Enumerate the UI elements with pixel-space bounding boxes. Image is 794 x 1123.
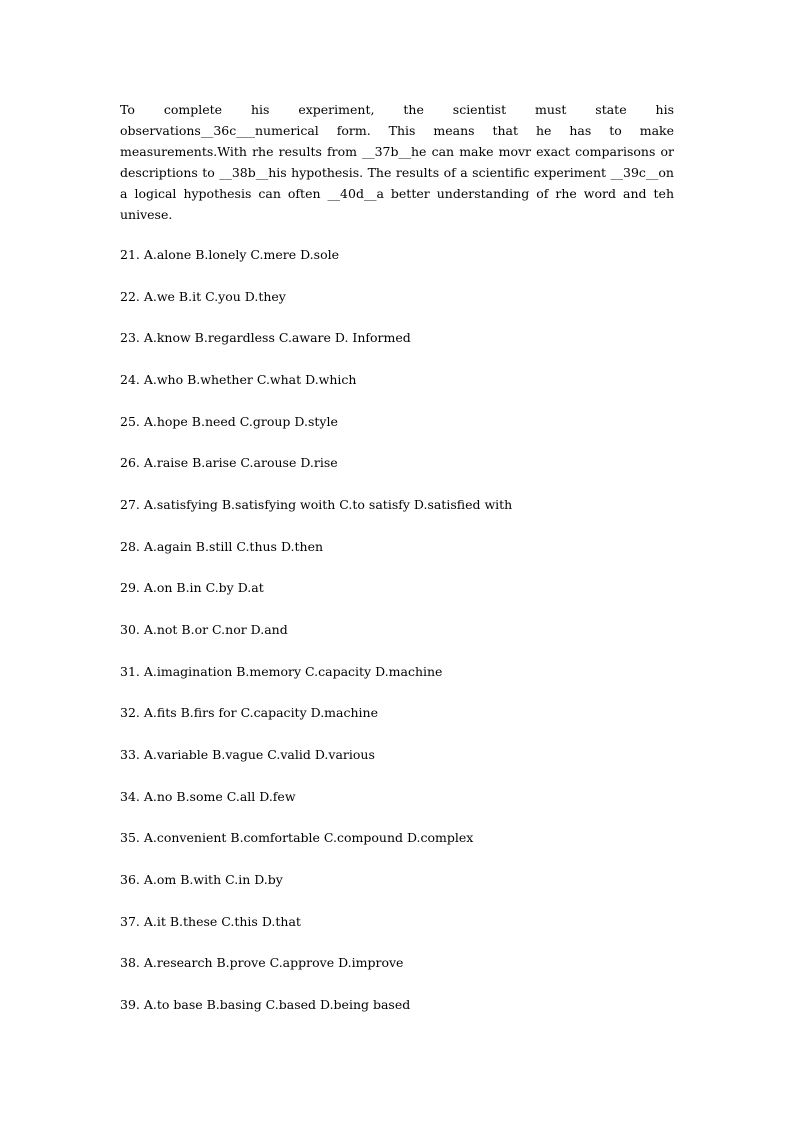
question-item: 36. A.om B.with C.in D.by [120, 871, 283, 887]
question-item: 35. A.convenient B.comfortable C.compound D.complex [120, 830, 474, 846]
question-list [120, 245, 680, 1036]
question-item: 23. A.know B.regardless C.aware D. Informed [120, 330, 411, 346]
question-item: 32. A.fits B.firs for C.capacity D.machine [120, 705, 378, 721]
question-item: 22. A.we B.it C.you D.they [120, 288, 286, 304]
question-item: 30. A.not B.or C.nor D.and [120, 621, 288, 637]
passage-paragraph: To complete his experiment, the scientist must state his observations__36c___numerical form. This means that he has to make measurements.With rhe results from __37b__he can make movr exact comparisons or descriptions to __38b__his hypothesis. The results of a scientific experiment __39c__on a logical hypothesis can often __40d__a better understanding of rhe word and teh univese. [120, 102, 674, 222]
question-item: 24. A.who B.whether C.what D.which [120, 371, 357, 387]
question-item: 29. A.on B.in C.by D.at [120, 580, 264, 596]
question-item: 31. A.imagination B.memory C.capacity D.machine [120, 663, 443, 679]
question-item: 38. A.research B.prove C.approve D.improve [120, 955, 404, 971]
question-item: 39. A.to base B.basing C.based D.being based [120, 996, 411, 1012]
question-item: 26. A.raise B.arise C.arouse D.rise [120, 455, 338, 471]
question-item: 28. A.again B.still C.thus D.then [120, 538, 324, 554]
question-item: 21. A.alone B.lonely C.mere D.sole [120, 247, 339, 262]
question-item: 25. A.hope B.need C.group D.style [120, 413, 338, 429]
question-item: 27. A.satisfying B.satisfying woith C.to satisfy D.satisfied with [120, 496, 513, 512]
question-item: 34. A.no B.some C.all D.few [120, 788, 296, 804]
question-item: 37. A.it B.these C.this D.that [120, 913, 301, 929]
question-item: 33. A.variable B.vague C.valid D.various [120, 746, 375, 762]
